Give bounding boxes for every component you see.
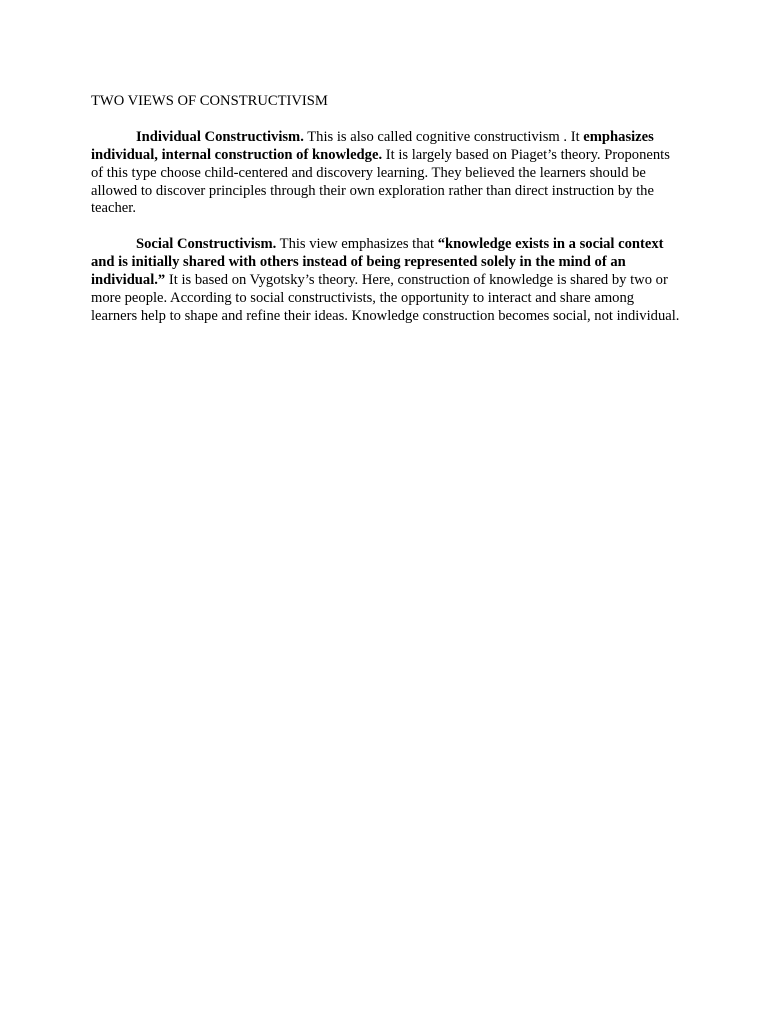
paragraph-text: It is based on Vygotsky’s theory. Here, construction of knowledge is shared by two or more people. According to social constructivists, the opportunity to interact and share among learners help to shape and refine their ideas. Knowledge construction becomes social, not individual. bbox=[91, 272, 680, 324]
paragraph-social-constructivism bbox=[91, 236, 681, 326]
paragraph-text: It is largely based on Piaget’s theory. Proponents of this type choose child-centered and discovery learning. They believed the learners should be allowed to discover principles through their own exploration rather than direct instruction by the teacher. bbox=[91, 146, 670, 217]
section-heading: Social Constructivism. bbox=[136, 236, 277, 253]
emphasized-quote: “knowledge exists in a social context and is initially shared with others instead of being represented solely in the mind of an individual.” bbox=[91, 236, 664, 289]
paragraph-text: This view emphasizes that bbox=[276, 236, 438, 253]
emphasized-text: emphasizes individual, internal construction of knowledge. bbox=[91, 128, 654, 163]
document-title: TWO VIEWS OF CONSTRUCTIVISM bbox=[91, 93, 328, 109]
section-heading: Individual Constructivism. bbox=[136, 128, 304, 145]
paragraph-text: This is also called cognitive constructivism . It bbox=[303, 128, 584, 145]
document-body bbox=[91, 93, 681, 344]
paragraph-individual-constructivism bbox=[91, 129, 681, 219]
